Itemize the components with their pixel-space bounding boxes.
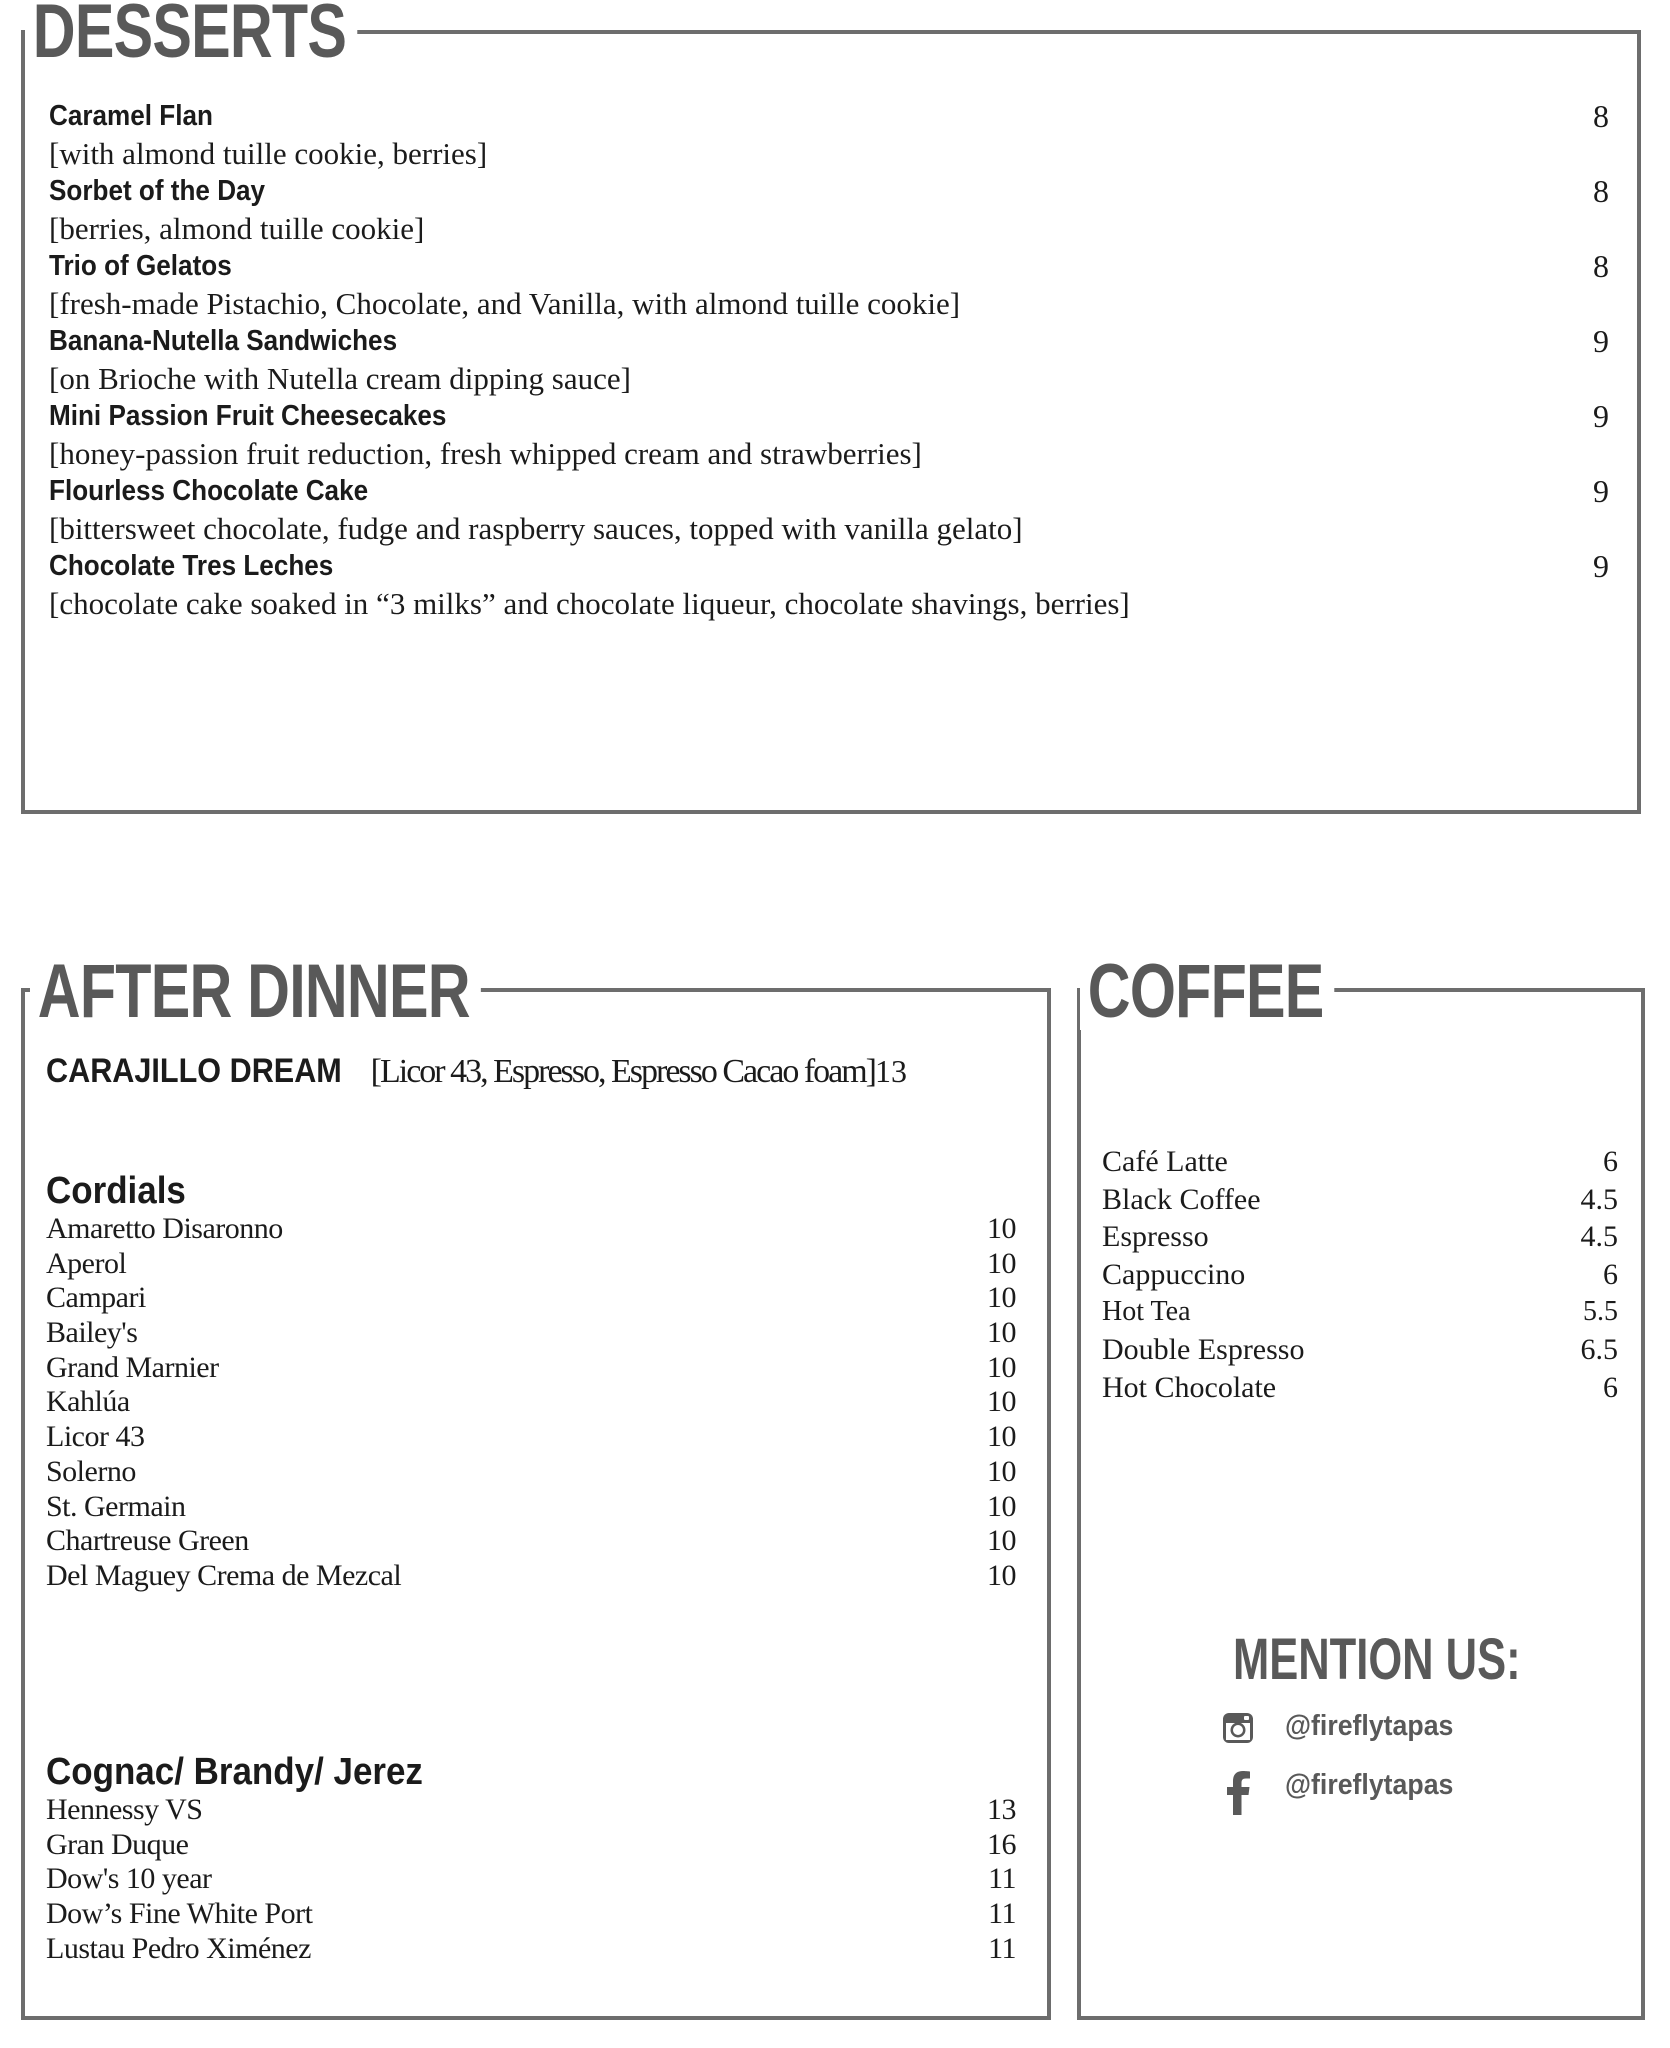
dessert-name: Chocolate Tres Leches — [49, 550, 334, 582]
cognac-row — [46, 1897, 1016, 1932]
drink-price: 10 — [987, 1281, 1016, 1315]
cognac-row — [46, 1862, 1016, 1897]
desserts-list — [49, 98, 1609, 623]
carajillo-description: [Licor 43, Espresso, Espresso Cacao foam] — [370, 1053, 876, 1090]
coffee-row — [1102, 1293, 1618, 1331]
drink-name: Licor 43 — [46, 1420, 145, 1454]
facebook-handle[interactable]: @fireflytapas — [1285, 1769, 1454, 1801]
coffee-row — [1102, 1331, 1618, 1369]
drink-name: Solerno — [46, 1454, 136, 1488]
mention-us-title: MENTION US: — [1233, 1627, 1521, 1692]
cordials-list — [46, 1212, 1016, 1594]
coffee-price: 4.5 — [1580, 1220, 1618, 1254]
dessert-price: 8 — [1593, 173, 1609, 209]
dessert-name: Mini Passion Fruit Cheesecakes — [49, 400, 447, 432]
dessert-name: Caramel Flan — [49, 100, 213, 132]
carajillo-line — [46, 1052, 907, 1091]
drink-price: 10 — [987, 1489, 1016, 1523]
drink-name: Lustau Pedro Ximénez — [46, 1931, 311, 1965]
drink-price: 10 — [987, 1454, 1016, 1488]
drink-price: 10 — [987, 1420, 1016, 1454]
cognac-row — [46, 1828, 1016, 1863]
drink-name: Aperol — [46, 1246, 127, 1280]
coffee-name: Hot Tea — [1102, 1296, 1191, 1328]
dessert-description: [on Brioche with Nutella cream dipping sauce] — [49, 361, 631, 396]
dessert-description: [fresh-made Pistachio, Chocolate, and Vanilla, with almond tuille cookie] — [49, 286, 961, 321]
dessert-price: 9 — [1593, 398, 1609, 434]
drink-price: 10 — [987, 1385, 1016, 1419]
dessert-name: Banana-Nutella Sandwiches — [49, 325, 398, 357]
cordial-row — [46, 1420, 1016, 1455]
coffee-row — [1102, 1256, 1618, 1294]
coffee-price: 5.5 — [1583, 1296, 1618, 1328]
coffee-heading: COFFEE — [1080, 954, 1334, 1030]
dessert-price: 9 — [1593, 323, 1609, 359]
coffee-price: 6 — [1603, 1370, 1618, 1404]
dessert-name: Flourless Chocolate Cake — [49, 475, 369, 507]
drink-price: 13 — [987, 1793, 1016, 1826]
cordials-heading: Cordials — [46, 1170, 186, 1212]
dessert-name: Sorbet of the Day — [49, 175, 266, 207]
drink-price: 10 — [987, 1558, 1016, 1592]
coffee-list — [1102, 1143, 1618, 1406]
dessert-item — [49, 548, 1609, 623]
dessert-item — [49, 173, 1609, 248]
coffee-name: Hot Chocolate — [1102, 1370, 1277, 1404]
drink-price: 11 — [988, 1897, 1016, 1931]
cordial-row — [46, 1559, 1016, 1594]
drink-price: 10 — [987, 1316, 1016, 1350]
carajillo-price: 13 — [875, 1053, 908, 1089]
cordial-row — [46, 1247, 1016, 1282]
dessert-price: 8 — [1593, 248, 1609, 284]
cognac-row — [46, 1793, 1016, 1828]
coffee-price: 6 — [1603, 1145, 1618, 1178]
coffee-row — [1102, 1218, 1618, 1256]
coffee-name: Double Espresso — [1102, 1332, 1305, 1366]
after-dinner-heading: AFTER DINNER — [30, 954, 481, 1030]
drink-name: Campari — [46, 1281, 146, 1315]
cordial-row — [46, 1490, 1016, 1525]
coffee-name: Espresso — [1102, 1220, 1209, 1254]
carajillo-name: CARAJILLO DREAM — [46, 1052, 342, 1090]
coffee-name: Black Coffee — [1102, 1182, 1261, 1216]
cordial-row — [46, 1455, 1016, 1490]
cordial-row — [46, 1351, 1016, 1386]
facebook-link[interactable] — [1222, 1769, 1454, 1820]
dessert-price: 8 — [1593, 98, 1609, 134]
coffee-row — [1102, 1181, 1618, 1219]
drink-name: St. Germain — [46, 1489, 186, 1523]
dessert-description: [bittersweet chocolate, fudge and raspberry sauces, topped with vanilla gelato] — [49, 511, 1023, 546]
dessert-item — [49, 248, 1609, 323]
drink-price: 10 — [987, 1350, 1016, 1384]
cordial-row — [46, 1385, 1016, 1420]
dessert-name: Trio of Gelatos — [49, 250, 232, 282]
drink-price: 10 — [987, 1524, 1016, 1558]
cordial-row — [46, 1212, 1016, 1247]
instagram-link[interactable] — [1222, 1710, 1454, 1749]
cordial-row — [46, 1281, 1016, 1316]
cognac-heading: Cognac/ Brandy/ Jerez — [46, 1751, 423, 1793]
coffee-row — [1102, 1369, 1618, 1407]
drink-name: Kahlúa — [46, 1385, 130, 1419]
drink-name: Hennessy VS — [46, 1793, 203, 1826]
cordial-row — [46, 1316, 1016, 1351]
dessert-item — [49, 398, 1609, 473]
instagram-icon — [1222, 1712, 1254, 1749]
dessert-description: [with almond tuille cookie, berries] — [49, 136, 488, 171]
coffee-name: Café Latte — [1102, 1145, 1228, 1178]
dessert-description: [berries, almond tuille cookie] — [49, 211, 425, 246]
drink-name: Del Maguey Crema de Mezcal — [46, 1558, 402, 1592]
drink-price: 11 — [988, 1931, 1016, 1965]
drink-name: Dow’s Fine White Port — [46, 1897, 313, 1931]
drink-price: 10 — [987, 1212, 1016, 1245]
cognac-list — [46, 1793, 1016, 1966]
facebook-icon — [1224, 1771, 1254, 1820]
coffee-price: 6 — [1603, 1257, 1618, 1291]
dessert-description: [chocolate cake soaked in “3 milks” and chocolate liqueur, chocolate shavings, berries] — [49, 586, 1130, 621]
drink-price: 11 — [988, 1862, 1016, 1896]
cognac-row — [46, 1932, 1016, 1967]
dessert-item — [49, 473, 1609, 548]
drink-name: Chartreuse Green — [46, 1524, 249, 1558]
coffee-name: Cappuccino — [1102, 1257, 1246, 1291]
drink-name: Grand Marnier — [46, 1350, 219, 1384]
drink-price: 16 — [987, 1827, 1016, 1861]
dessert-price: 9 — [1593, 473, 1609, 509]
drink-price: 10 — [987, 1246, 1016, 1280]
dessert-item — [49, 323, 1609, 398]
coffee-price: 4.5 — [1580, 1182, 1618, 1216]
coffee-price: 6.5 — [1580, 1332, 1618, 1366]
cordial-row — [46, 1524, 1016, 1559]
drink-name: Bailey's — [46, 1316, 138, 1350]
desserts-heading: DESSERTS — [25, 0, 357, 70]
drink-name: Dow's 10 year — [46, 1862, 212, 1896]
coffee-row — [1102, 1143, 1618, 1181]
drink-name: Gran Duque — [46, 1827, 189, 1861]
dessert-item — [49, 98, 1609, 173]
dessert-price: 9 — [1593, 548, 1609, 584]
drink-name: Amaretto Disaronno — [46, 1212, 283, 1245]
dessert-description: [honey-passion fruit reduction, fresh whipped cream and strawberries] — [49, 436, 922, 471]
instagram-handle[interactable]: @fireflytapas — [1285, 1710, 1454, 1742]
